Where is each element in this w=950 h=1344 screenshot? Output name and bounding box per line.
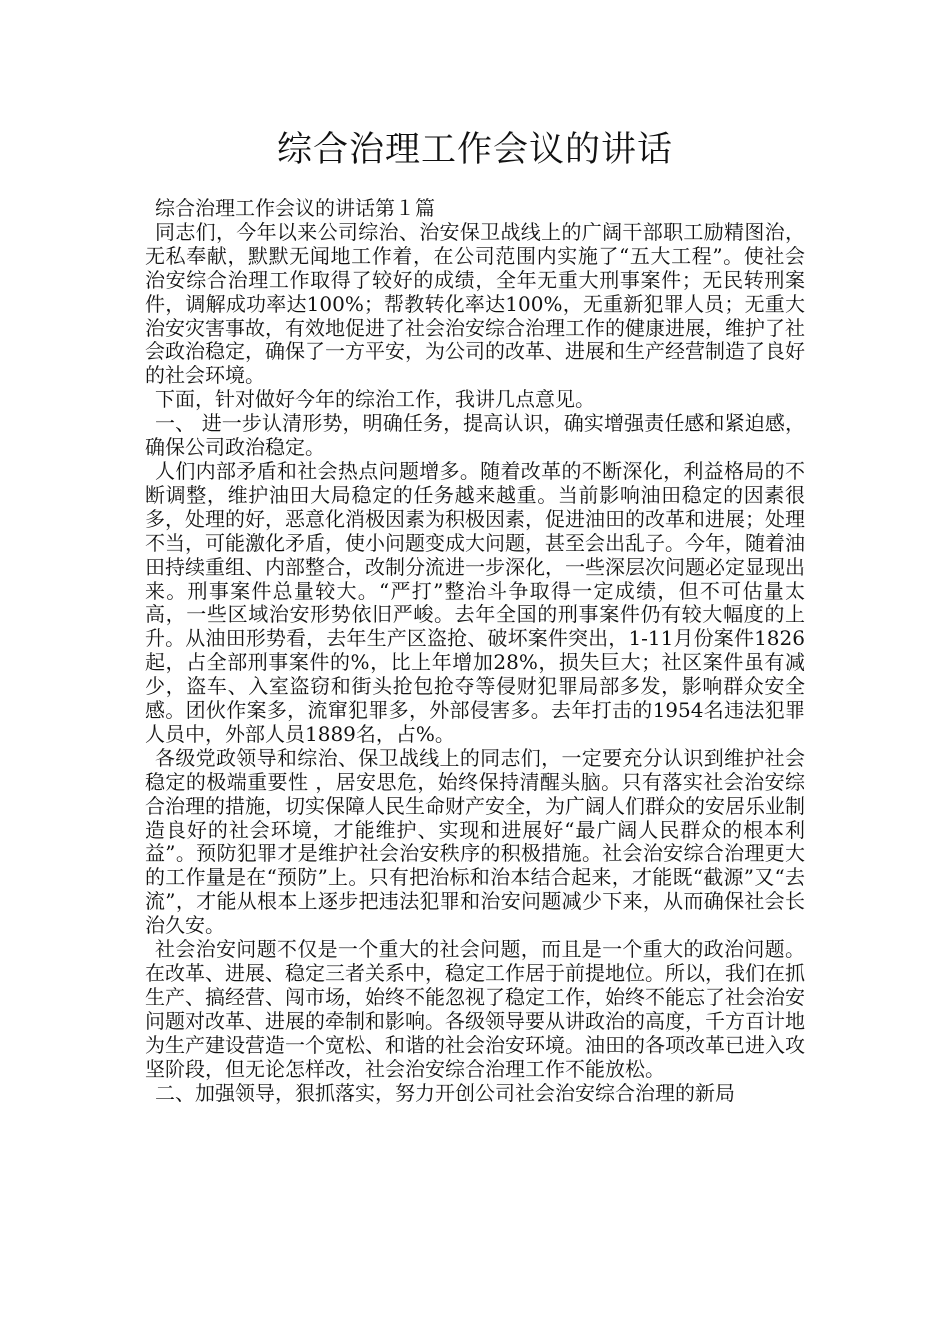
- paragraph-4: 各级党政领导和综治、保卫战线上的同志们，一定要充分认识到维护社会稳定的极端重要性 ，居安思危，始终保持清醒头脑。只有落实社会治安综合治理的措施，切实保障人民生命财产安全，为广阔人们群众的安居乐业制造良好的社会环境，才能维护、实现和进展好“最广阔人民群众的根本利益”。预防犯罪才是维护社会治安秩序的积极措施。社会治安综合治理更大的工作量是在“预防”上。只有把治标和治本结合起来，才能既“截源”又“去流”，才能从根本上逐步把违法犯罪和治安问题减少下来，从而确保社会长治久安。: [145, 745, 805, 938]
- paragraph-5: 社会治安问题不仅是一个重大的社会问题，而且是一个重大的政治问题。在改革、进展、稳定三者关系中，稳定工作居于前提地位。所以，我们在抓生产、搞经营、闯市场，始终不能忽视了稳定工作，始终不能忘了社会治安问题对改革、进展的牵制和影响。各级领导要从讲政治的高度，千方百计地为生产建设营造一个宽松、和谐的社会治安环境。油田的各项改革已进入攻坚阶段，但无论怎样改，社会治安综合治理工作不能放松。: [145, 937, 805, 1081]
- document-body: [145, 197, 805, 1105]
- paragraph-3: 人们内部矛盾和社会热点问题增多。随着改革的不断深化，利益格局的不断调整，维护油田大局稳定的任务越来越重。当前影响油田稳定的因素很多，处理的好，恶意化消极因素为积极因素，促进油田的改革和进展；处理不当，可能激化矛盾，使小问题变成大问题，甚至会出乱子。今年，随着油田持续重组、内部整合，改制分流进一步深化，一些深层次问题必定显现出来。刑事案件总量较大。“严打”整治斗争取得一定成绩，但不可估量太高，一些区域治安形势依旧严峻。去年全国的刑事案件仍有较大幅度的上升。从油田形势看，去年生产区盗抢、破坏案件突出，1-11月份案件1826起，占全部刑事案件的%，比上年增加28%，损失巨大；社区案件虽有减少，盗车、入室盗窃和街头抢包抢夺等侵财犯罪局部多发，影响群众安全感。团伙作案多，流窜犯罪多，外部侵害多。去年打击的1954名违法犯罪人员中，外部人员1889名，占%。: [145, 458, 805, 746]
- section-subtitle: 综合治理工作会议的讲话第１篇: [155, 196, 435, 220]
- paragraph-2: 下面，针对做好今年的综治工作，我讲几点意见。: [155, 387, 595, 412]
- section-heading-1: 一、 进一步认清形势，明确任务，提高认识，确实增强责任感和紧迫感，确保公司政治稳定。: [145, 411, 805, 460]
- document-title: 综合治理工作会议的讲话: [276, 130, 673, 170]
- paragraph-1: 同志们，今年以来公司综治、治安保卫战线上的广阔干部职工励精图治，无私奉献，默默无闻地工作着，在公司范围内实施了“五大工程”。使社会治安综合治理工作取得了较好的成绩，全年无重大刑事案件；无民转刑案件，调解成功率达100%；帮教转化率达100%，无重新犯罪人员；无重大治安灾害事故，有效地促进了社会治安综合治理工作的健康进展，维护了社会政治稳定，确保了一方平安，为公司的改革、进展和生产经营制造了良好的社会环境。: [145, 219, 805, 388]
- section-heading-2: 二、加强领导，狠抓落实，努力开创公司社会治安综合治理的新局: [155, 1080, 735, 1105]
